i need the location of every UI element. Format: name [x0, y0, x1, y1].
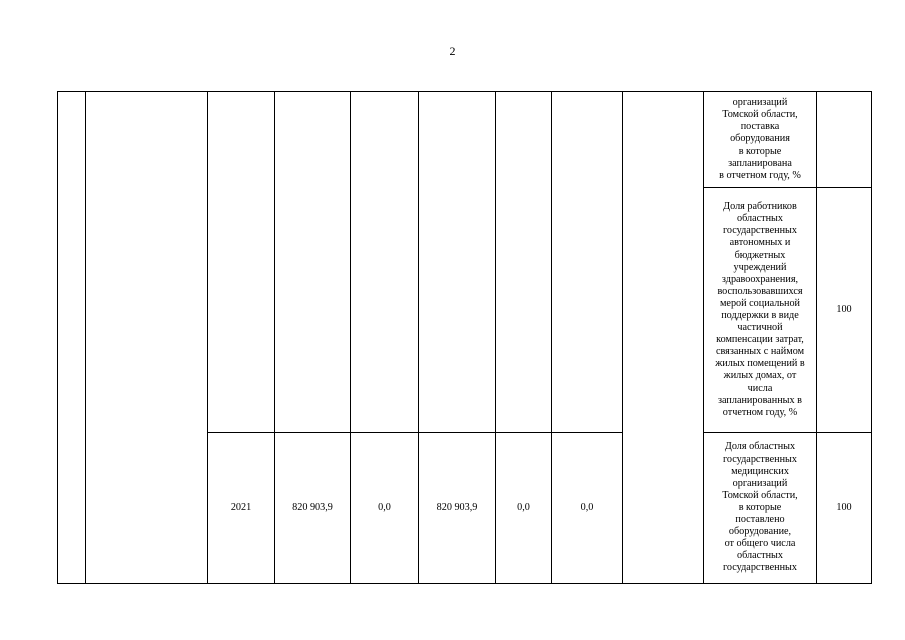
local-budget-cell: [496, 92, 552, 433]
regional-budget-cell: 820 903,9: [419, 433, 496, 584]
indicator-cell: [704, 188, 817, 433]
executor-cell: [623, 92, 704, 584]
table-row: [58, 92, 872, 188]
total-cell: 820 903,9: [275, 433, 351, 584]
target-value-cell: 100: [817, 188, 872, 433]
number-cell: [58, 92, 86, 584]
total-cell: [275, 92, 351, 433]
local-budget-cell: 0,0: [496, 433, 552, 584]
indicator-cell: [704, 92, 817, 188]
page-number: 2: [449, 44, 456, 58]
target-value-cell: [817, 92, 872, 188]
target-value-cell: 100: [817, 433, 872, 584]
extrabudgetary-cell: [552, 92, 623, 433]
budget-table: [57, 91, 872, 584]
year-cell: 2021: [208, 433, 275, 584]
regional-budget-cell: [419, 92, 496, 433]
indicator-cell: [704, 433, 817, 584]
federal-budget-cell: 0,0: [351, 433, 419, 584]
indicator-text: организаций Томской области, поставка оборудования в которые запланирована в отчетном году, %: [719, 97, 801, 181]
indicator-text: Доля областных государственных медицинских организаций Томской области, в которые поставлено оборудование, от общего числа областных государственных: [722, 441, 798, 574]
event-name-cell: [86, 92, 208, 584]
indicator-text: Доля работников областных государственных автономных и бюджетных учреждений здравоохранения, воспользовавшихся мерой социальной поддержки в виде частичной компенсации затрат, связанных с наймом жилых помещений в жилых домах, от числа запланированных в отчетном году, %: [715, 201, 805, 418]
federal-budget-cell: [351, 92, 419, 433]
extrabudgetary-cell: 0,0: [552, 433, 623, 584]
year-cell: [208, 92, 275, 433]
